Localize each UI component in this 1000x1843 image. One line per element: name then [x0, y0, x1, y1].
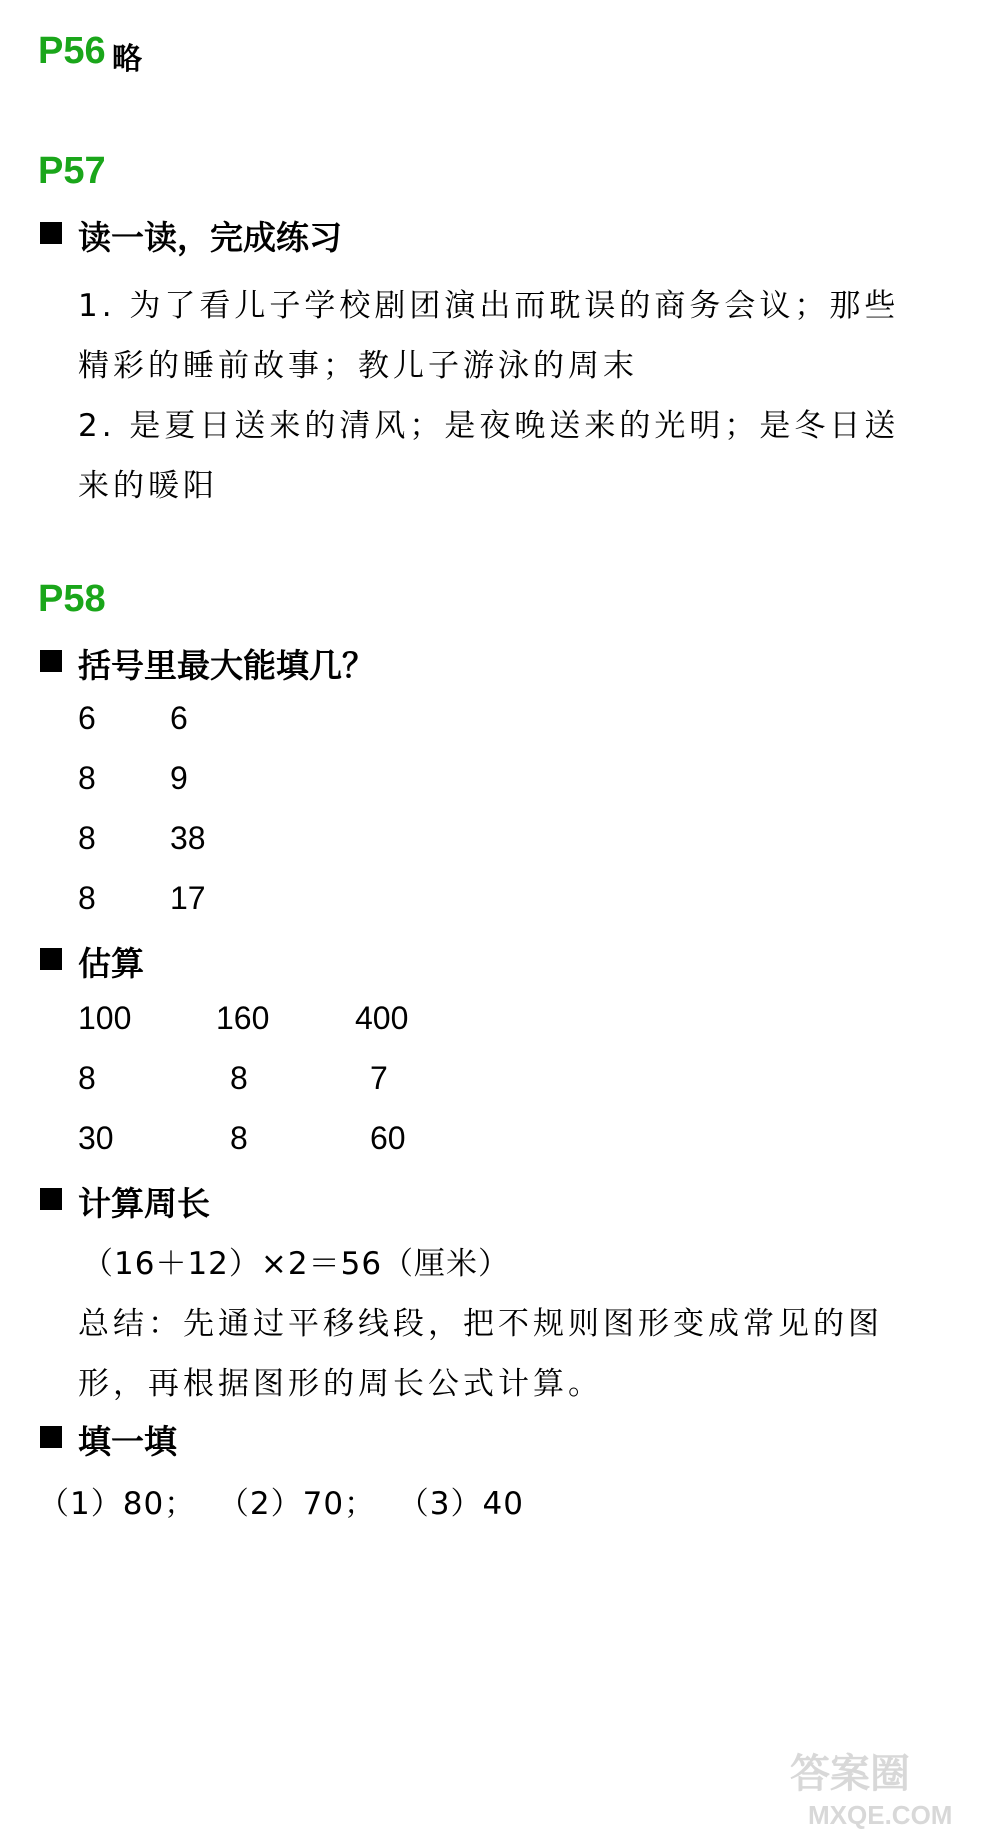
page-label-p57: P57 [38, 150, 106, 192]
max-fill-cell: 9 [170, 760, 188, 796]
max-fill-cell: 17 [170, 880, 206, 916]
bullet-square-icon [40, 1188, 62, 1210]
section-heading-max-fill: 括号里最大能填几？ [78, 646, 375, 685]
p56-note: 略 [112, 42, 142, 77]
estimate-cell: 100 [78, 1000, 132, 1036]
page-label-p56: P56 [38, 30, 106, 72]
estimate-cell: 7 [370, 1060, 388, 1096]
bullet-square-icon [40, 650, 62, 672]
estimate-cell: 8 [230, 1060, 248, 1096]
section-heading-fill-in: 填一填 [78, 1422, 177, 1461]
estimate-cell: 8 [78, 1060, 96, 1096]
perimeter-formula: （16＋12）×2＝56（厘米） [82, 1246, 511, 1282]
summary-line: 总结：先通过平移线段，把不规则图形变成常见的图 [78, 1306, 883, 1342]
watermark-logo: 答案圈 [790, 1751, 910, 1797]
page-label-p58: P58 [38, 578, 106, 620]
estimate-cell: 8 [230, 1120, 248, 1156]
max-fill-cell: 6 [170, 700, 188, 736]
answer-line: 2. 是夏日送来的清风；是夜晚送来的光明；是冬日送 [78, 408, 900, 444]
bullet-square-icon [40, 222, 62, 244]
summary-line: 形，再根据图形的周长公式计算。 [78, 1366, 603, 1402]
section-heading-read: 读一读，完成练习 [78, 218, 342, 257]
bullet-square-icon [40, 948, 62, 970]
answer-line: 精彩的睡前故事；教儿子游泳的周末 [78, 348, 638, 384]
max-fill-cell: 8 [78, 880, 96, 916]
max-fill-cell: 38 [170, 820, 206, 856]
estimate-cell: 30 [78, 1120, 114, 1156]
answer-line: 1. 为了看儿子学校剧团演出而耽误的商务会议；那些 [78, 288, 900, 324]
section-heading-estimate: 估算 [78, 944, 144, 983]
max-fill-cell: 6 [78, 700, 96, 736]
max-fill-cell: 8 [78, 820, 96, 856]
section-heading-perimeter: 计算周长 [78, 1184, 210, 1223]
watermark-url: MXQE.COM [808, 1800, 953, 1830]
fill-in-answers: （1）80； （2）70； （3）40 [38, 1486, 524, 1522]
estimate-cell: 160 [216, 1000, 270, 1036]
estimate-cell: 60 [370, 1120, 406, 1156]
estimate-cell: 400 [355, 1000, 409, 1036]
max-fill-cell: 8 [78, 760, 96, 796]
answer-line: 来的暖阳 [78, 468, 218, 504]
bullet-square-icon [40, 1426, 62, 1448]
